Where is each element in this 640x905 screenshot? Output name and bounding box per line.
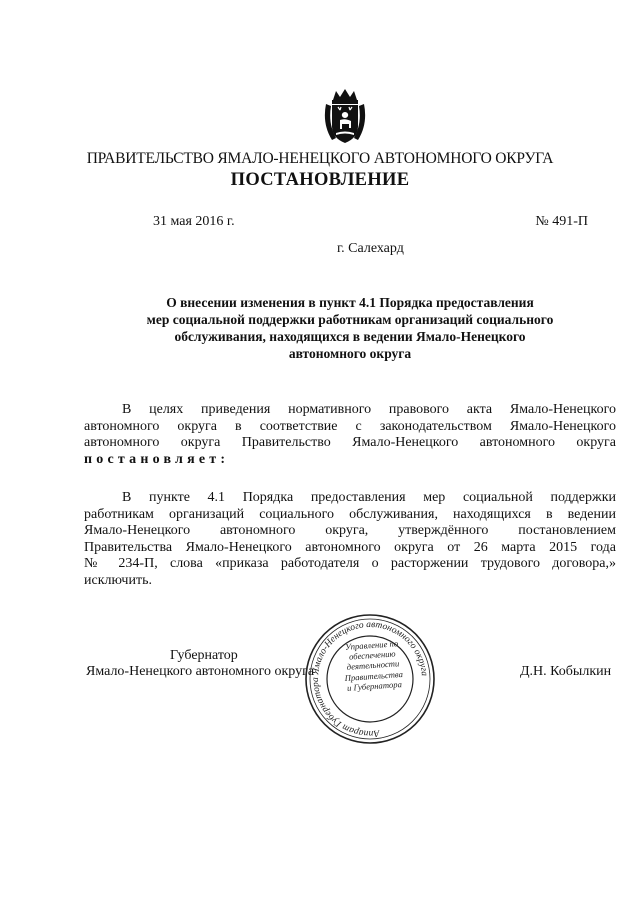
paragraph-line: работникам организаций социального обслуживания, находящихся в ведении — [84, 506, 616, 522]
document-city: г. Салехард — [337, 241, 404, 256]
stamp-line: обеспечению — [348, 648, 396, 662]
document-number: № 491-П — [535, 214, 588, 229]
decree-word: постановляет: — [84, 451, 230, 467]
paragraph-line: исключить. — [84, 572, 152, 588]
stamp-inner-text — [331, 637, 414, 693]
preamble-paragraph — [84, 402, 616, 468]
coat-of-arms-icon — [320, 88, 370, 146]
paragraph-line: В целях приведения нормативного правового акта Ямало-Ненецкого — [122, 402, 616, 417]
paragraph-line: автономного округа в соответствие с законодательством Ямало-Ненецкого — [84, 418, 616, 434]
document-date: 31 мая 2016 г. — [153, 214, 235, 229]
paragraph-line: № 234-П, слова «приказа работодателя о расторжении трудового договора,» — [84, 556, 616, 572]
document-type: ПОСТАНОВЛЕНИЕ — [230, 170, 410, 190]
title-line: мер социальной поддержки работникам организаций социального — [146, 312, 554, 327]
document-title — [100, 294, 600, 362]
stamp-line: и Губернатора — [346, 678, 403, 693]
stamp-line: деятельности — [346, 658, 400, 673]
signatory-name: Д.Н. Кобылкин — [520, 664, 612, 679]
title-line: обслуживания, находящихся в ведении Ямало-Ненецкого — [174, 329, 526, 344]
signatory-title: Губернатор — [170, 648, 238, 663]
organization-name: ПРАВИТЕЛЬСТВО ЯМАЛО-НЕНЕЦКОГО АВТОНОМНОГО ОКРУГА — [86, 150, 554, 167]
title-line: автономного округа — [288, 346, 412, 361]
signatory-region: Ямало-Ненецкого автономного округа — [86, 664, 315, 679]
paragraph-line: Правительства Ямало-Ненецкого автономного округа от 26 марта 2015 года — [84, 539, 616, 555]
body-paragraph — [84, 490, 616, 590]
stamp-line: Управление по — [344, 638, 399, 652]
stamp-line: Правительства — [344, 668, 404, 683]
stamp-ring-text: Аппарат Губернатора Ямало-Ненецкого автономного округа — [310, 619, 429, 739]
paragraph-line: автономного округа Правительство Ямало-Ненецкого автономного округа — [84, 435, 616, 451]
paragraph-line: Ямало-Ненецкого автономного округа, утверждённого постановлением — [84, 523, 616, 539]
title-line: О внесении изменения в пункт 4.1 Порядка предоставления — [166, 295, 534, 310]
paragraph-line: В пункте 4.1 Порядка предоставления мер социальной поддержки — [122, 490, 616, 505]
